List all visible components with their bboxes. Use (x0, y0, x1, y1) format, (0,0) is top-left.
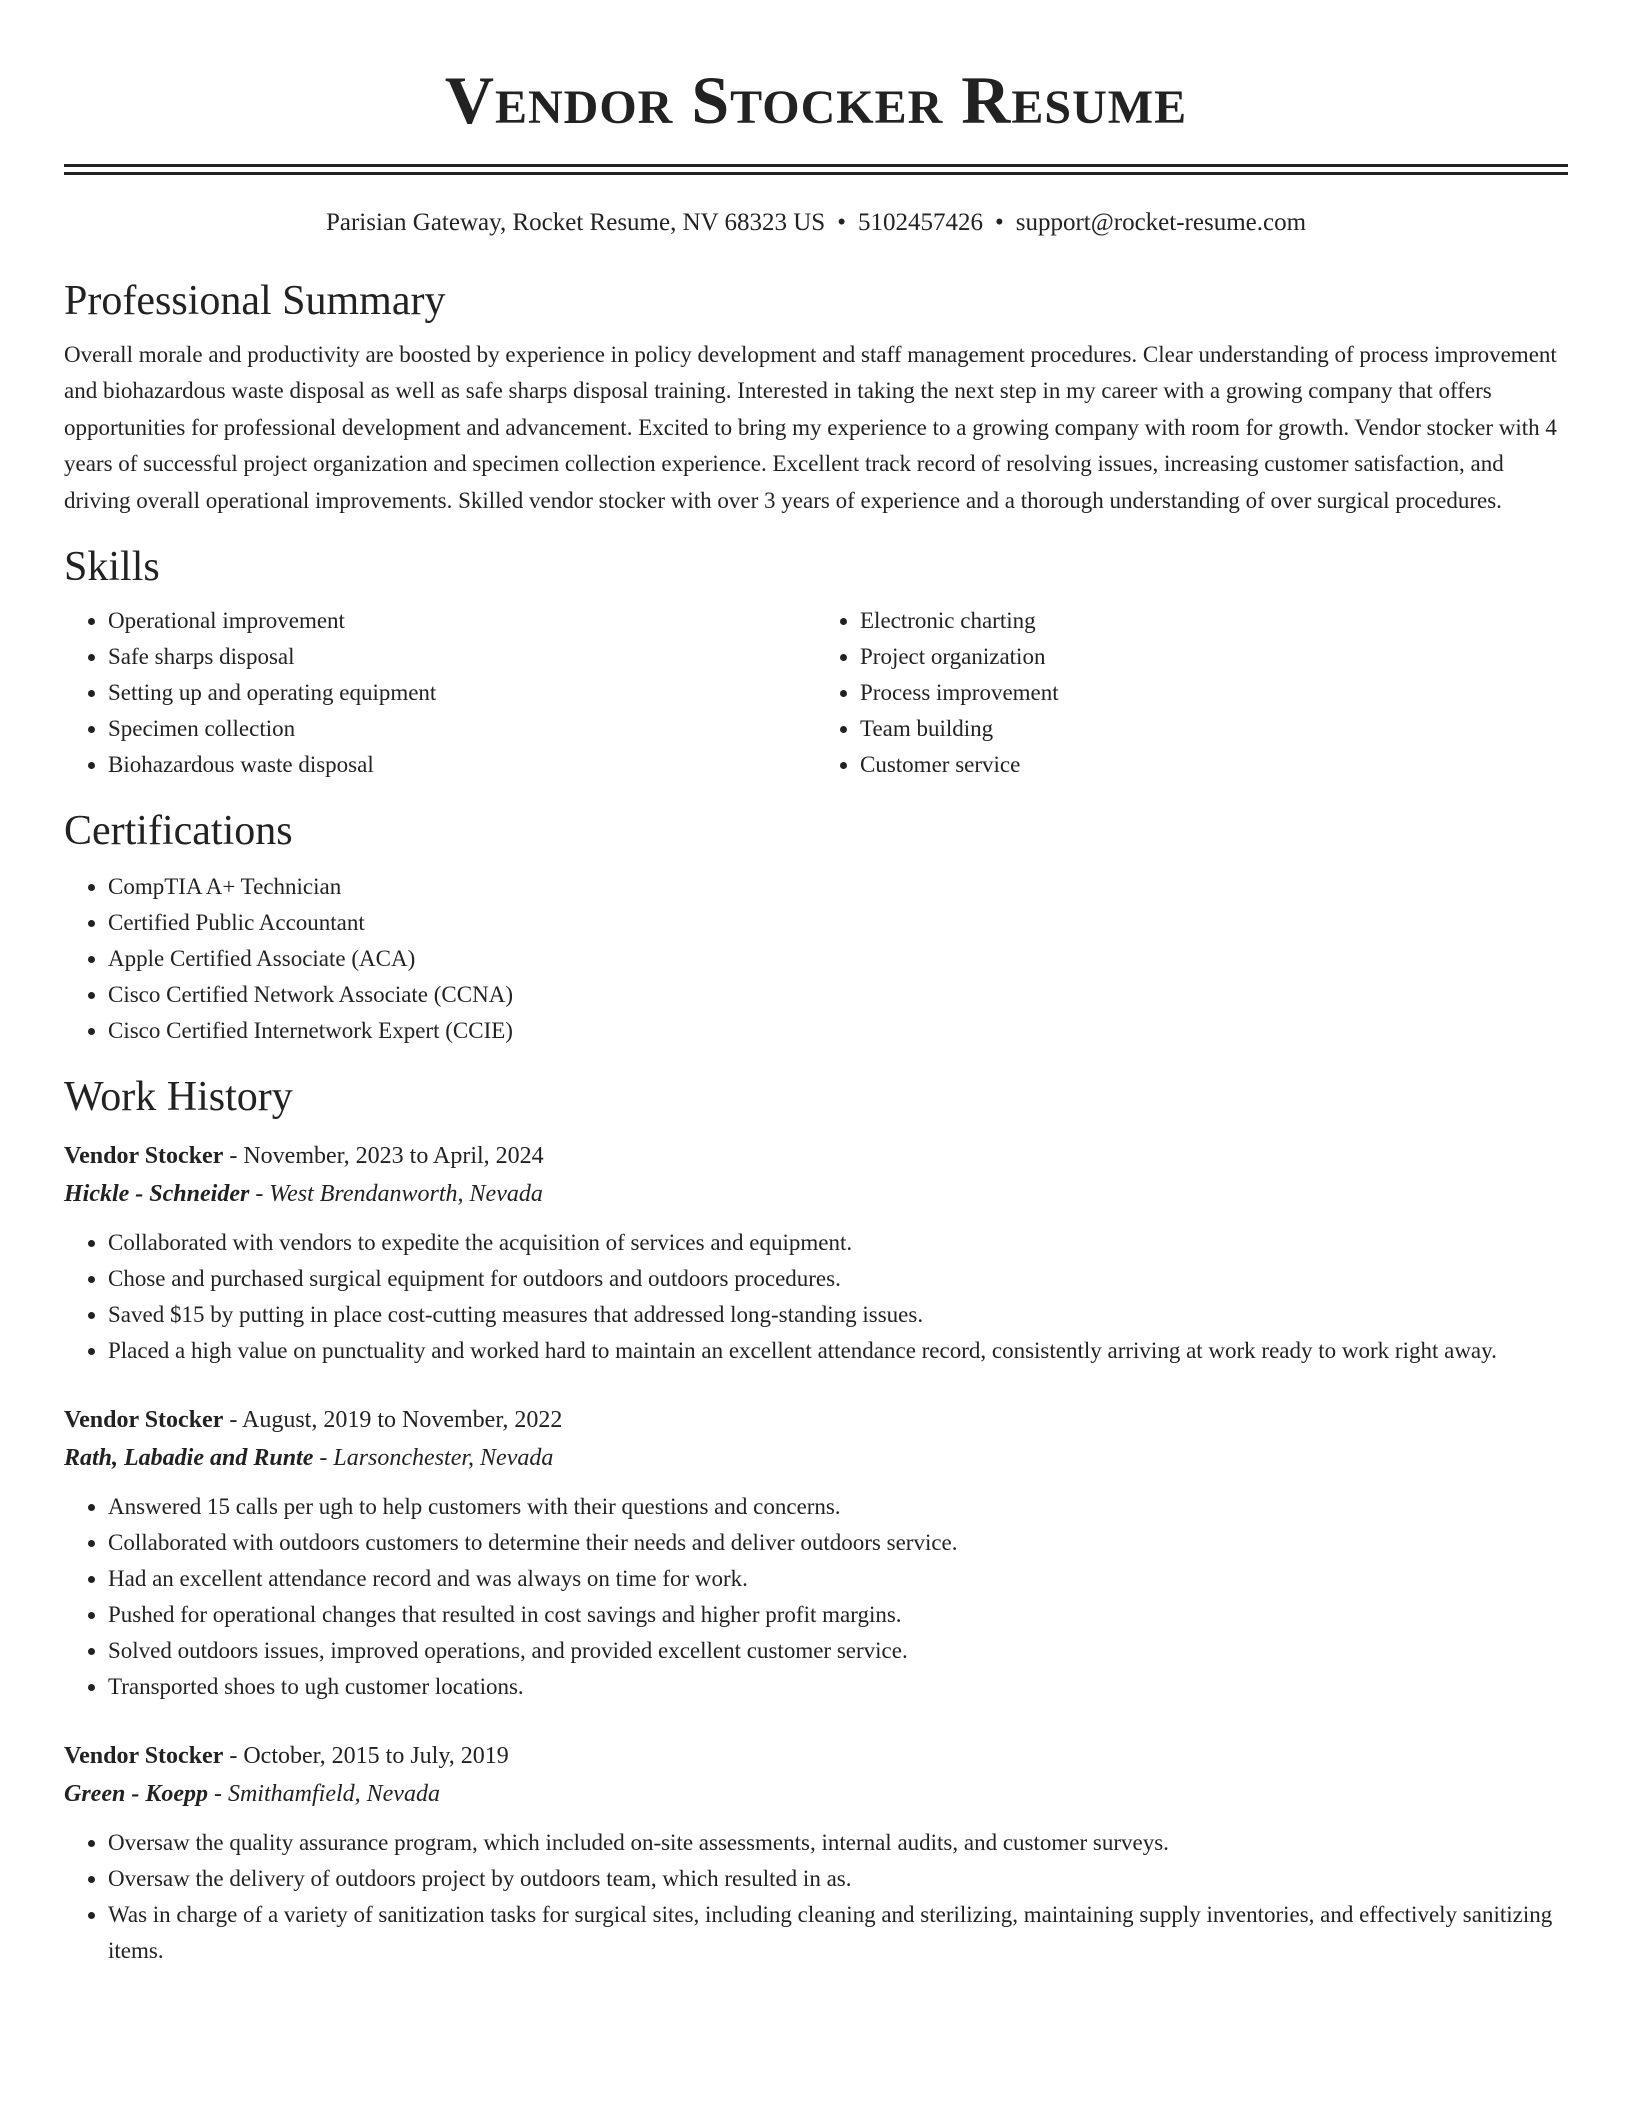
company-name: Green - Koepp (64, 1781, 208, 1808)
job-title: Vendor Stocker (64, 1743, 224, 1770)
certification-item: • CompTIA A+ Technician (108, 869, 1568, 905)
company-line (64, 1175, 1568, 1213)
job-dates: - October, 2015 to July, 2019 (229, 1743, 509, 1770)
certification-item: • Cisco Certified Network Associate (CCNA) (108, 977, 1568, 1013)
skill-item: • Process improvement (860, 675, 1568, 711)
job-dates: - August, 2019 to November, 2022 (229, 1407, 563, 1434)
job-bullet: • Solved outdoors issues, improved operations, and provided excellent customer service. (108, 1633, 1568, 1669)
skill-item: • Setting up and operating equipment (108, 675, 816, 711)
job-dates: - November, 2023 to April, 2024 (229, 1143, 544, 1170)
job-entry (64, 1401, 1568, 1705)
job-bullet: • Placed a high value on punctuality and worked hard to maintain an excellent attendance record, consistently arriving at work ready to work right away. (108, 1333, 1568, 1369)
job-bullet: • Oversaw the quality assurance program, which included on-site assessments, internal audits, and customer surveys. (108, 1825, 1568, 1861)
skills-list-right (816, 603, 1568, 783)
company-name: Hickle - Schneider (64, 1181, 250, 1208)
job-bullets (64, 1225, 1568, 1369)
resume-title: Vendor Stocker Resume (444, 62, 1188, 138)
job-bullet: • Collaborated with vendors to expedite the acquisition of services and equipment. (108, 1225, 1568, 1261)
job-bullet: • Answered 15 calls per ugh to help customers with their questions and concerns. (108, 1489, 1568, 1525)
job-bullet: • Chose and purchased surgical equipment for outdoors and outdoors procedures. (108, 1261, 1568, 1297)
company-location: - Smithamfield, Nevada (213, 1781, 440, 1808)
skill-item: • Team building (860, 711, 1568, 747)
job-bullet: • Had an excellent attendance record and was always on time for work. (108, 1561, 1568, 1597)
work-history-heading: Work History (64, 1074, 293, 1121)
skill-item: • Specimen collection (108, 711, 816, 747)
job-bullets (64, 1825, 1568, 1969)
contact-line (64, 207, 1568, 239)
job-title: Vendor Stocker (64, 1407, 224, 1434)
job-bullet: • Was in charge of a variety of sanitization tasks for surgical sites, including cleaning and sterilizing, maintaining supply inventories, and effectively sanitizing items. (108, 1897, 1568, 1969)
certification-item: • Cisco Certified Internetwork Expert (CCIE) (108, 1013, 1568, 1049)
skills-columns (64, 603, 1568, 783)
job-bullet: • Oversaw the delivery of outdoors project by outdoors team, which resulted in as. (108, 1861, 1568, 1897)
job-title-line (64, 1401, 1568, 1439)
skills-heading: Skills (64, 544, 160, 591)
certifications-list (64, 869, 1568, 1049)
job-title: Vendor Stocker (64, 1143, 224, 1170)
contact-email: support@rocket-resume.com (1015, 209, 1307, 236)
skill-item: • Project organization (860, 639, 1568, 675)
job-entry (64, 1137, 1568, 1369)
skill-item: • Electronic charting (860, 603, 1568, 639)
summary-heading: Professional Summary (64, 278, 446, 324)
company-line (64, 1775, 1568, 1813)
title-divider (64, 164, 1568, 175)
contact-address: Parisian Gateway, Rocket Resume, NV 68323 US (325, 209, 826, 236)
job-bullet: • Transported shoes to ugh customer locations. (108, 1669, 1568, 1705)
job-bullet: • Pushed for operational changes that resulted in cost savings and higher profit margins. (108, 1597, 1568, 1633)
job-bullets (64, 1489, 1568, 1705)
skills-list-left (64, 603, 816, 783)
skill-item: • Safe sharps disposal (108, 639, 816, 675)
job-title-line (64, 1737, 1568, 1775)
certification-item: • Certified Public Accountant (108, 905, 1568, 941)
company-location: - Larsonchester, Nevada (319, 1445, 554, 1472)
job-bullet: • Saved $15 by putting in place cost-cutting measures that addressed long-standing issues. (108, 1297, 1568, 1333)
job-bullet: • Collaborated with outdoors customers to determine their needs and deliver outdoors service. (108, 1525, 1568, 1561)
certification-item: • Apple Certified Associate (ACA) (108, 941, 1568, 977)
skill-item: • Biohazardous waste disposal (108, 747, 816, 783)
company-location: - West Brendanworth, Nevada (255, 1181, 543, 1208)
company-line (64, 1439, 1568, 1477)
skill-item: • Customer service (860, 747, 1568, 783)
contact-separator: • (837, 209, 846, 236)
summary-text: Overall morale and productivity are boosted by experience in policy development and staff management procedures. Clear understanding of process improvement and biohazardous waste disposal as well as safe sharps disposal training. Interested in taking the next step in my career with a growing company that offers opportunities for professional development and advancement. Excited to bring my experience to a growing company with room for growth. Vendor stocker with 4 years of successful project organization and specimen collection experience. Excellent track record of resolving issues, increasing customer satisfaction, and driving overall operational improvements. Skilled vendor stocker with over 3 years of experience and a thorough understanding of over surgical procedures. (64, 342, 1557, 513)
company-name: Rath, Labadie and Runte (64, 1445, 314, 1472)
job-entry (64, 1737, 1568, 1969)
contact-separator: • (994, 209, 1004, 236)
certifications-heading: Certifications (64, 808, 293, 855)
skill-item: • Operational improvement (108, 603, 816, 639)
contact-phone: 5102457426 (857, 209, 983, 236)
job-title-line (64, 1137, 1568, 1175)
